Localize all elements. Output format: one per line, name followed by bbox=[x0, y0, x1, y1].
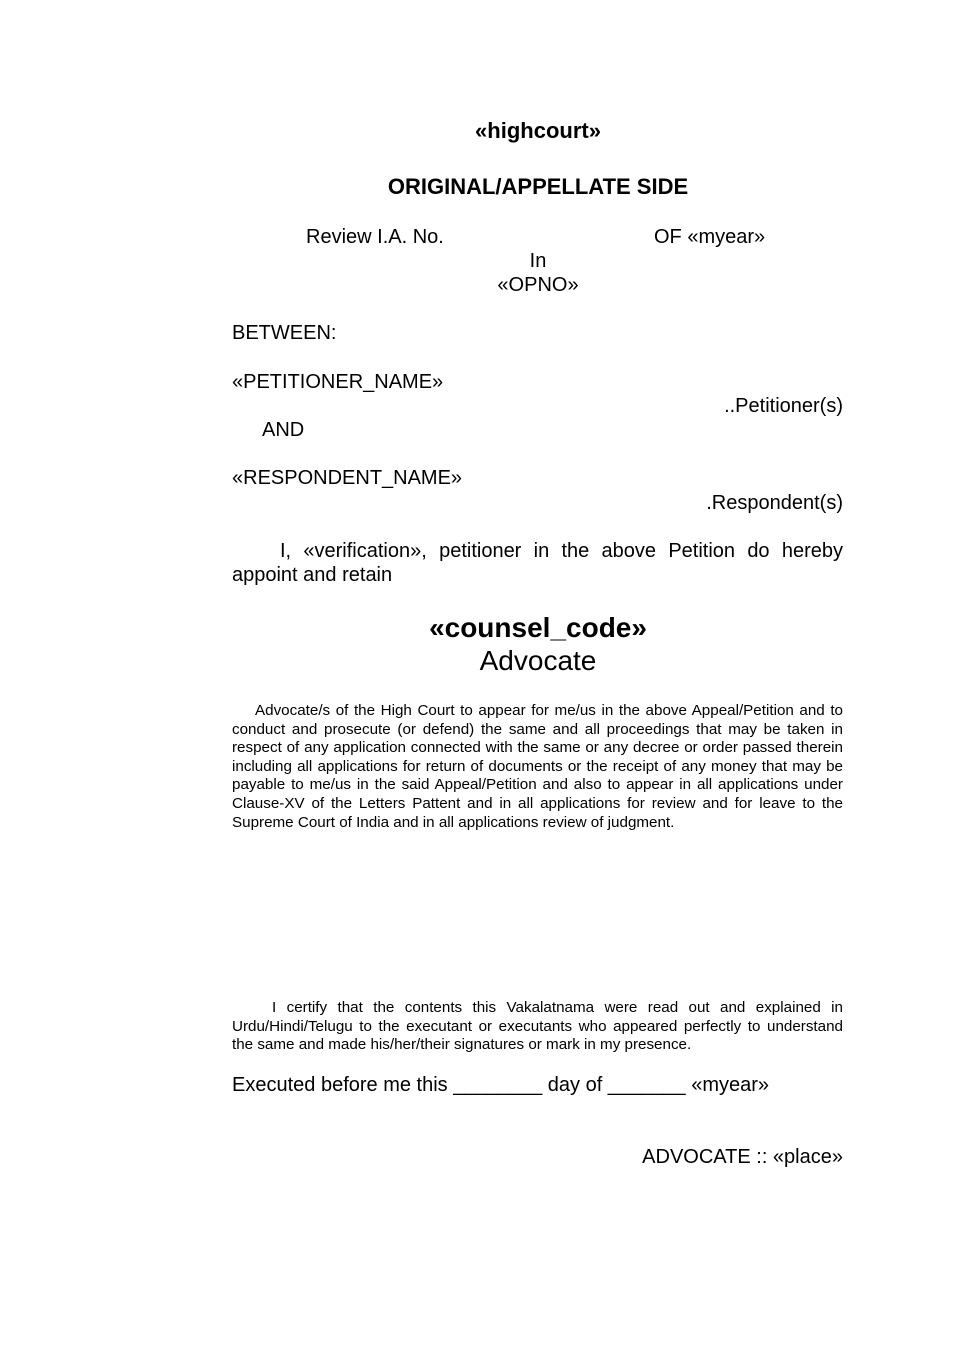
respondent-role-label: .Respondent(s) bbox=[706, 492, 843, 514]
counsel-code-field: «counsel_code» bbox=[429, 612, 647, 643]
respondent-name-field: «RESPONDENT_NAME» bbox=[232, 467, 463, 489]
and-label: AND bbox=[262, 419, 305, 441]
advocate-place-signature: ADVOCATE :: «place» bbox=[642, 1146, 843, 1168]
certification-paragraph: I certify that the contents this Vakalatnama were read out and explained in Urdu/Hindi/Telugu to the executant or executants who appeared perfectly to understand the same and made his/her/their signatures or mark in my presence. bbox=[232, 999, 843, 1054]
between-label: BETWEEN: bbox=[232, 322, 337, 344]
advocate-title: Advocate bbox=[479, 645, 597, 676]
opno-field: «OPNO» bbox=[497, 274, 579, 296]
court-name: «highcourt» bbox=[475, 118, 601, 143]
petitioner-name-field: «PETITIONER_NAME» bbox=[232, 371, 444, 393]
petitioner-role-label: ..Petitioner(s) bbox=[724, 395, 843, 417]
executed-line: Executed before me this ________ day of _______ «myear» bbox=[232, 1074, 770, 1096]
appointment-statement: I, «verification», petitioner in the above Petition do hereby appoint and retain bbox=[232, 540, 843, 586]
side-heading: ORIGINAL/APPELLATE SIDE bbox=[387, 174, 689, 199]
in-label: In bbox=[529, 250, 547, 272]
of-year-label: OF «myear» bbox=[654, 226, 766, 248]
authority-paragraph: Advocate/s of the High Court to appear for me/us in the above Appeal/Petition and to conduct and prosecute (or defend) the same and all proceedings that may be taken in respect of any application connected with the same or any decree or order passed therein including all applications for return of documents or the receipt of any money that may be payable to me/us in the said Appeal/Petition and also to appear in all applications under Clause-XV of the Letters Pattent and in all applications for review and for leave to the Supreme Court of India and in all applications review of judgment. bbox=[232, 702, 843, 831]
review-ia-label: Review I.A. No. bbox=[306, 226, 444, 248]
